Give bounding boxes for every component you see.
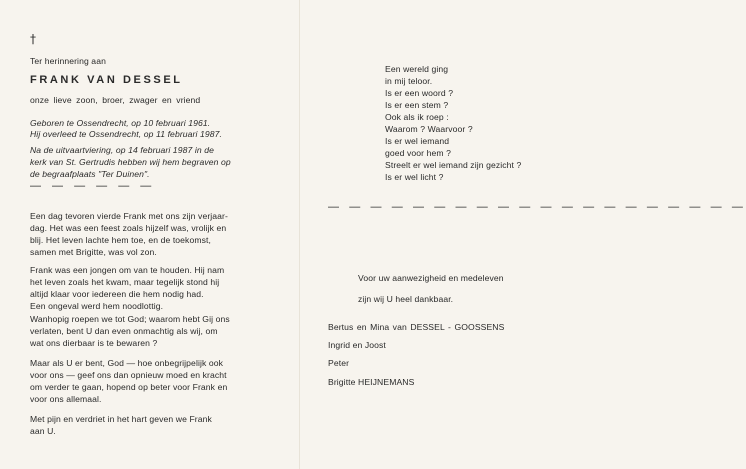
- paragraph-line: om verder te gaan, hopend op beter voor Frank en: [30, 382, 228, 392]
- paragraph-line: Frank was een jongen om van te houden. Hij nam: [30, 265, 225, 275]
- funeral-line-3: de begraafplaats "Ter Duinen".: [30, 169, 150, 179]
- paragraph-line: wat ons dierbaar is te bewaren ?: [30, 338, 158, 348]
- thanks-line-1: Voor uw aanwezigheid en medeleven: [358, 273, 504, 283]
- death-line: Hij overleed te Ossendrecht, op 11 februari 1987.: [30, 129, 223, 139]
- poem-line: Is er wel iemand: [385, 136, 450, 146]
- paragraph-line: het leven zoals het kwam, maar tegelijk stond hij: [30, 277, 220, 287]
- poem-line: goed voor hem ?: [385, 148, 451, 158]
- deceased-name: FRANK VAN DESSEL: [30, 74, 183, 86]
- relation-line: onze lieve zoon, broer, zwager en vriend: [30, 95, 201, 105]
- card-fold-line: [299, 0, 300, 469]
- family-line: Bertus en Mina van DESSEL - GOOSSENS: [328, 322, 505, 332]
- right-dash-divider: — — — — — — — — — — — — — — — — — — — —: [328, 201, 746, 213]
- poem-line: Waarom ? Waarvoor ?: [385, 124, 473, 134]
- family-line: Brigitte HEIJNEMANS: [328, 377, 415, 387]
- remembrance-heading: Ter herinnering aan: [30, 56, 106, 66]
- family-line: Peter: [328, 358, 350, 368]
- poem-line: Is er een woord ?: [385, 88, 454, 98]
- paragraph-line: dag. Het was een feest zoals hijzelf was, vrolijk en: [30, 223, 227, 233]
- left-dash-divider: — — — — — —: [30, 180, 156, 192]
- poem-line: Ook als ik roep :: [385, 112, 449, 122]
- paragraph-line: Met pijn en verdriet in het hart geven we Frank: [30, 414, 212, 424]
- paragraph-line: verlaten, bent U dan even onmachtig als wij, om: [30, 326, 218, 336]
- paragraph-line: Een dag tevoren vierde Frank met ons zijn verjaar-: [30, 211, 228, 221]
- poem-line: Streelt er wel iemand zijn gezicht ?: [385, 160, 522, 170]
- paragraph-line: voor ons allemaal.: [30, 394, 102, 404]
- paragraph-line: Wanhopig roepen we tot God; waarom hebt Gij ons: [30, 314, 230, 324]
- paragraph-line: Maar als U er bent, God — hoe onbegrijpelijk ook: [30, 358, 224, 368]
- paragraph-line: samen met Brigitte, was vol zon.: [30, 247, 157, 257]
- family-line: Ingrid en Joost: [328, 340, 386, 350]
- funeral-line-1: Na de uitvaartviering, op 14 februari 1987 in de: [30, 145, 214, 155]
- poem-line: Een wereld ging: [385, 64, 449, 74]
- birth-line: Geboren te Ossendrecht, op 10 februari 1961.: [30, 118, 211, 128]
- poem-line: Is er wel licht ?: [385, 172, 444, 182]
- funeral-line-2: kerk van St. Gertrudis hebben wij hem begraven op: [30, 157, 231, 167]
- poem-line: in mij teloor.: [385, 76, 433, 86]
- paragraph-line: altijd klaar voor iedereen die hem nodig had.: [30, 289, 204, 299]
- cross-icon: †: [30, 32, 36, 46]
- thanks-line-2: zijn wij U heel dankbaar.: [358, 294, 454, 304]
- paragraph-line: voor ons — geef ons dan opnieuw moed en kracht: [30, 370, 227, 380]
- paragraph-line: Een ongeval werd hem noodlottig.: [30, 301, 164, 311]
- paragraph-line: aan U.: [30, 426, 56, 436]
- poem-line: Is er een stem ?: [385, 100, 449, 110]
- paragraph-line: blij. Het leven lachte hem toe, en de toekomst,: [30, 235, 211, 245]
